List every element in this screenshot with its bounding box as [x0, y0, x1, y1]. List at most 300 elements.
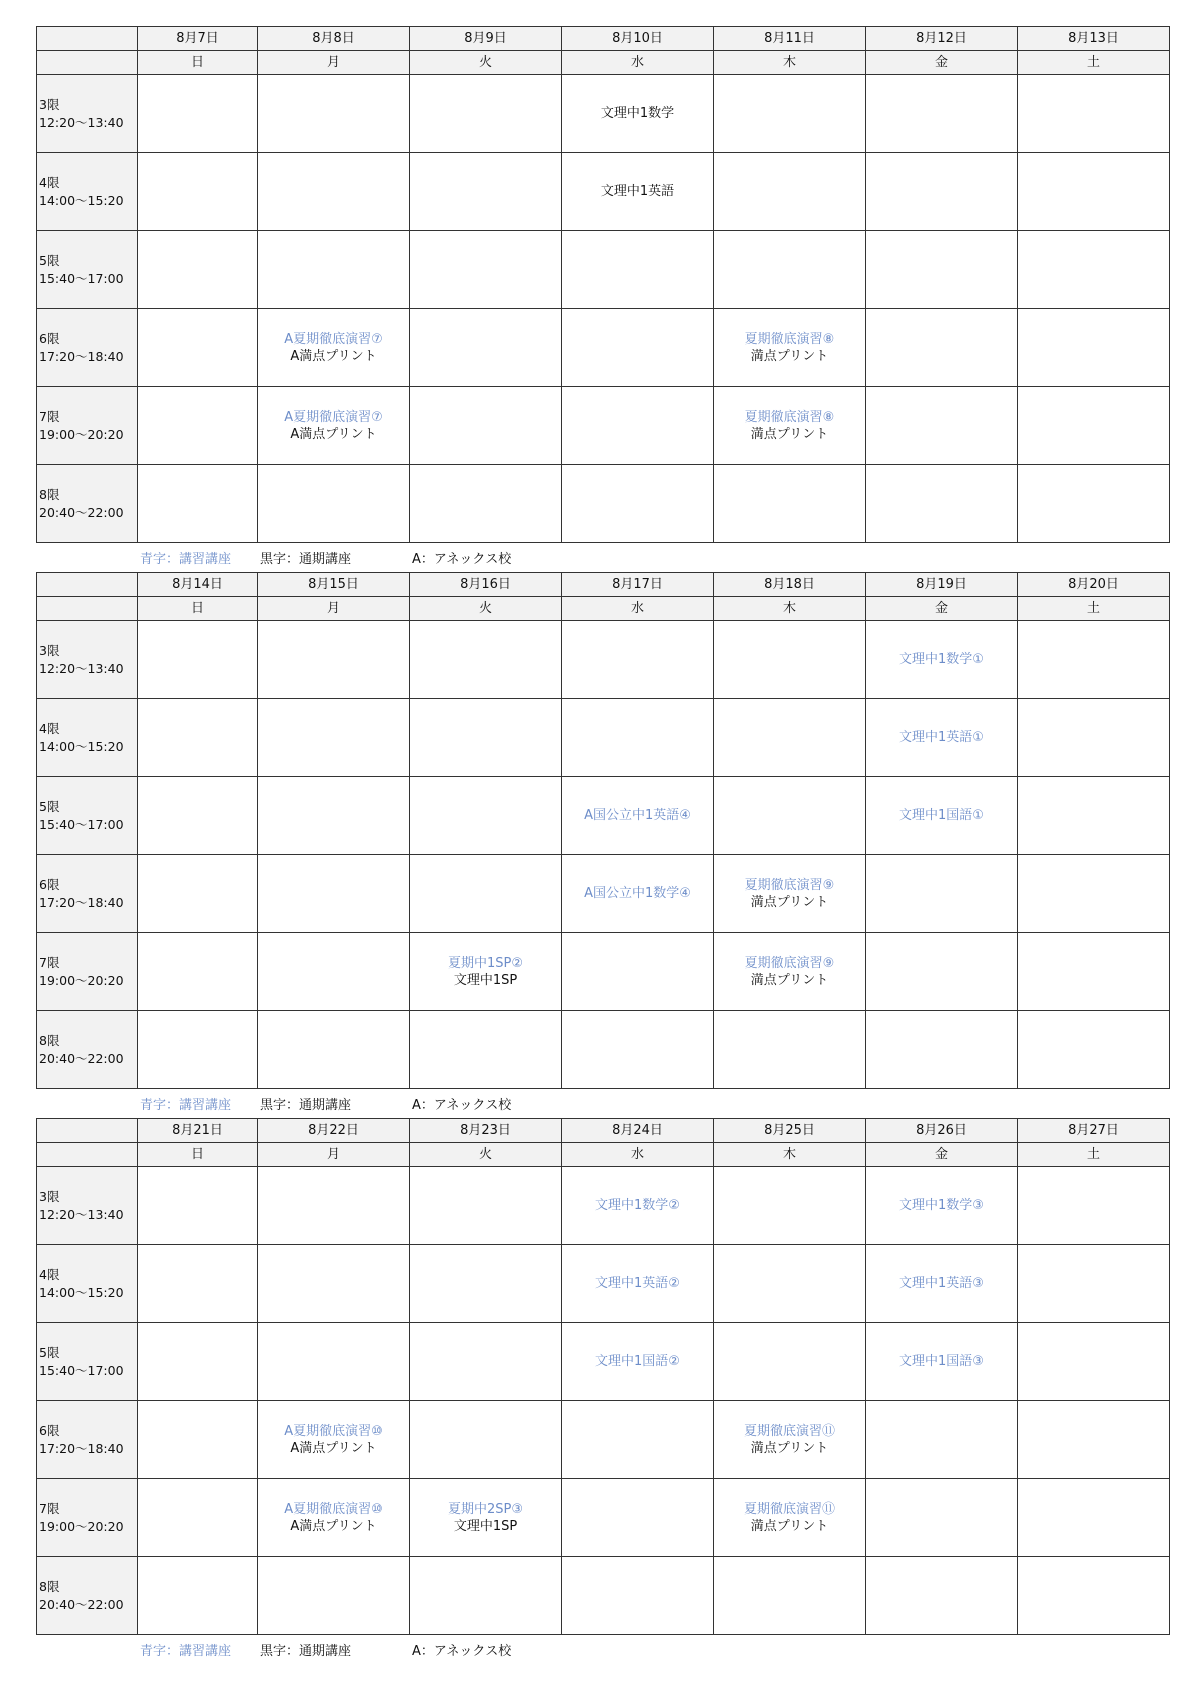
period-name: 3限 [39, 97, 60, 112]
seasonal-course-text: A国公立中1数学④ [584, 886, 691, 901]
period-label-cell [37, 309, 138, 387]
schedule-cell [714, 1245, 866, 1323]
period-time: 20:40～22:00 [39, 505, 124, 520]
date-header: 8月12日 [866, 27, 1018, 51]
schedule-cell [866, 1323, 1018, 1401]
period-label-cell [37, 465, 138, 543]
period-row [37, 231, 1170, 309]
schedule-cell [866, 309, 1018, 387]
period-label-cell [37, 1479, 138, 1557]
period-label-cell [37, 1245, 138, 1323]
period-row [37, 1011, 1170, 1089]
schedule-cell [1018, 1167, 1170, 1245]
seasonal-course-text: 夏期徹底演習⑨ [744, 955, 835, 971]
weekday-header: 水 [562, 51, 714, 75]
schedule-cell [562, 1323, 714, 1401]
seasonal-course-text: 文理中1国語① [899, 808, 984, 823]
period-time: 19:00～20:20 [39, 427, 124, 442]
period-time: 17:20～18:40 [39, 895, 124, 910]
schedule-cell [866, 465, 1018, 543]
weekday-header: 日 [138, 1143, 258, 1167]
period-name: 4限 [39, 1267, 60, 1282]
period-row [37, 1557, 1170, 1635]
schedule-cell [714, 1167, 866, 1245]
seasonal-course-text: 夏期徹底演習⑧ [744, 409, 835, 425]
schedule-cell [138, 933, 258, 1011]
schedule-cell [258, 621, 410, 699]
weekday-header: 火 [410, 597, 562, 621]
period-row [37, 621, 1170, 699]
period-label-cell [37, 1167, 138, 1245]
schedule-cell [258, 933, 410, 1011]
regular-course-text: 文理中1SP [453, 1518, 518, 1534]
schedule-cell [138, 387, 258, 465]
date-header: 8月14日 [138, 573, 258, 597]
schedule-cell [258, 153, 410, 231]
seasonal-course-text: 夏期徹底演習⑨ [744, 877, 835, 893]
period-time: 12:20～13:40 [39, 115, 124, 130]
schedule-cell [714, 75, 866, 153]
schedule-cell [866, 1167, 1018, 1245]
period-name: 5限 [39, 1345, 60, 1360]
schedule-cell [138, 1557, 258, 1635]
regular-course-text: 満点プリント [750, 1518, 829, 1534]
schedule-cell [562, 933, 714, 1011]
period-row [37, 75, 1170, 153]
period-name: 5限 [39, 799, 60, 814]
seasonal-course-text: 夏期徹底演習⑪ [743, 1423, 835, 1439]
date-header: 8月7日 [138, 27, 258, 51]
weekday-header: 水 [562, 1143, 714, 1167]
schedule-cell [1018, 1479, 1170, 1557]
schedule-cell [866, 1401, 1018, 1479]
period-row [37, 1401, 1170, 1479]
regular-course-text: A満点プリント [290, 348, 377, 364]
seasonal-course-text: 文理中1国語③ [899, 1354, 984, 1369]
schedule-cell [866, 387, 1018, 465]
seasonal-course-text: 夏期中2SP③ [447, 1501, 524, 1517]
period-name: 8限 [39, 1579, 60, 1594]
date-header: 8月15日 [258, 573, 410, 597]
regular-course-text: 満点プリント [750, 348, 829, 364]
date-header: 8月11日 [714, 27, 866, 51]
schedule-cell [410, 1557, 562, 1635]
period-name: 4限 [39, 721, 60, 736]
weekday-header: 木 [714, 597, 866, 621]
period-time: 17:20～18:40 [39, 349, 124, 364]
seasonal-course-text: 文理中1英語① [899, 730, 984, 745]
schedule-cell [410, 1011, 562, 1089]
schedule-cell [258, 1401, 410, 1479]
schedule-cell [714, 855, 866, 933]
schedule-cell [562, 621, 714, 699]
schedule-cell [258, 1011, 410, 1089]
period-label-cell [37, 231, 138, 309]
legend-annex: A：アネックス校 [412, 1098, 512, 1113]
period-time: 19:00～20:20 [39, 973, 124, 988]
schedule-cell [258, 75, 410, 153]
weekday-row [37, 1143, 1170, 1167]
weekday-header: 月 [258, 597, 410, 621]
legend-seasonal: 青字：講習講座 [140, 552, 232, 567]
date-header: 8月19日 [866, 573, 1018, 597]
schedule-cell [866, 699, 1018, 777]
date-header: 8月25日 [714, 1119, 866, 1143]
period-name: 6限 [39, 1423, 60, 1438]
seasonal-course-text: 夏期徹底演習⑧ [744, 331, 835, 347]
period-time: 14:00～15:20 [39, 739, 124, 754]
schedule-cell [1018, 621, 1170, 699]
seasonal-course-text: 文理中1数学② [595, 1198, 680, 1213]
seasonal-course-text: 夏期徹底演習⑪ [743, 1501, 835, 1517]
schedule-cell [714, 1011, 866, 1089]
date-header: 8月8日 [258, 27, 410, 51]
legend [36, 1089, 1168, 1115]
schedule-cell [714, 933, 866, 1011]
schedule-table [36, 572, 1170, 1089]
schedule-cell [1018, 1557, 1170, 1635]
regular-course-text: 文理中1数学 [600, 106, 675, 121]
period-time: 17:20～18:40 [39, 1441, 124, 1456]
schedule-cell [410, 855, 562, 933]
date-row [37, 573, 1170, 597]
weekday-header: 火 [410, 1143, 562, 1167]
regular-course-text: 満点プリント [750, 894, 829, 910]
schedule-cell [866, 1011, 1018, 1089]
schedule-cell [258, 777, 410, 855]
weekday-header: 火 [410, 51, 562, 75]
period-row [37, 855, 1170, 933]
schedule-cell [714, 1401, 866, 1479]
schedule-cell [138, 1011, 258, 1089]
weekday-header: 木 [714, 1143, 866, 1167]
period-name: 6限 [39, 331, 60, 346]
schedule-cell [138, 309, 258, 387]
weekday-header: 木 [714, 51, 866, 75]
schedule-cell [1018, 1245, 1170, 1323]
period-time: 20:40～22:00 [39, 1051, 124, 1066]
period-label-cell [37, 699, 138, 777]
legend-seasonal: 青字：講習講座 [140, 1644, 232, 1659]
date-header: 8月27日 [1018, 1119, 1170, 1143]
corner-cell [37, 573, 138, 597]
period-row [37, 699, 1170, 777]
period-name: 3限 [39, 1189, 60, 1204]
schedule-cell [714, 231, 866, 309]
schedule-cell [138, 465, 258, 543]
week-block [36, 1118, 1168, 1661]
period-time: 15:40～17:00 [39, 271, 124, 286]
schedule-cell [1018, 465, 1170, 543]
seasonal-course-text: A夏期徹底演習⑦ [284, 331, 383, 347]
period-time: 14:00～15:20 [39, 193, 124, 208]
period-row [37, 777, 1170, 855]
schedule-cell [866, 75, 1018, 153]
schedule-cell [714, 309, 866, 387]
weekday-header: 金 [866, 597, 1018, 621]
legend [36, 1635, 1168, 1661]
seasonal-course-text: 夏期中1SP② [447, 955, 524, 971]
schedule-cell [138, 1323, 258, 1401]
schedule-cell [1018, 699, 1170, 777]
weekday-header: 水 [562, 597, 714, 621]
seasonal-course-text: 文理中1国語② [595, 1354, 680, 1369]
schedule-table [36, 26, 1170, 543]
period-time: 12:20～13:40 [39, 1207, 124, 1222]
legend-seasonal: 青字：講習講座 [140, 1098, 232, 1113]
period-row [37, 465, 1170, 543]
schedule-cell [258, 1167, 410, 1245]
schedule-cell [1018, 387, 1170, 465]
weekday-header: 日 [138, 51, 258, 75]
schedule-cell [1018, 231, 1170, 309]
schedule-cell [562, 153, 714, 231]
schedule-cell [138, 1167, 258, 1245]
regular-course-text: A満点プリント [290, 1440, 377, 1456]
schedule-cell [714, 153, 866, 231]
schedule-cell [714, 1323, 866, 1401]
schedule-cell [410, 387, 562, 465]
corner-cell [37, 27, 138, 51]
period-label-cell [37, 75, 138, 153]
schedule-cell [866, 1245, 1018, 1323]
seasonal-course-text: 文理中1英語② [595, 1276, 680, 1291]
period-row [37, 153, 1170, 231]
schedule-cell [258, 699, 410, 777]
schedule-cell [138, 621, 258, 699]
schedule-cell [410, 465, 562, 543]
date-row [37, 1119, 1170, 1143]
period-label-cell [37, 855, 138, 933]
legend-annex: A：アネックス校 [412, 1644, 512, 1659]
seasonal-course-text: 文理中1英語③ [899, 1276, 984, 1291]
schedule-cell [1018, 1401, 1170, 1479]
schedule-cell [410, 777, 562, 855]
period-time: 12:20～13:40 [39, 661, 124, 676]
schedule-cell [866, 231, 1018, 309]
seasonal-course-text: A夏期徹底演習⑩ [284, 1501, 383, 1517]
corner-cell [37, 51, 138, 75]
schedule-cell [258, 309, 410, 387]
period-name: 7限 [39, 1501, 60, 1516]
schedule-cell [1018, 933, 1170, 1011]
schedule-cell [562, 855, 714, 933]
weekday-header: 金 [866, 1143, 1018, 1167]
date-header: 8月18日 [714, 573, 866, 597]
schedule-cell [1018, 855, 1170, 933]
period-time: 15:40～17:00 [39, 1363, 124, 1378]
legend-regular: 黒字：通期講座 [260, 552, 352, 567]
schedule-cell [410, 1323, 562, 1401]
seasonal-course-text: 文理中1数学③ [899, 1198, 984, 1213]
regular-course-text: 満点プリント [750, 1440, 829, 1456]
schedule-cell [866, 855, 1018, 933]
legend [36, 543, 1168, 569]
schedule-cell [138, 1401, 258, 1479]
period-name: 7限 [39, 409, 60, 424]
schedule-cell [866, 777, 1018, 855]
period-row [37, 1167, 1170, 1245]
period-name: 6限 [39, 877, 60, 892]
regular-course-text: 満点プリント [750, 972, 829, 988]
period-row [37, 1323, 1170, 1401]
period-label-cell [37, 933, 138, 1011]
date-row [37, 27, 1170, 51]
corner-cell [37, 1143, 138, 1167]
period-time: 14:00～15:20 [39, 1285, 124, 1300]
schedule-cell [410, 1479, 562, 1557]
schedule-cell [714, 387, 866, 465]
schedule-cell [410, 933, 562, 1011]
seasonal-course-text: A夏期徹底演習⑦ [284, 409, 383, 425]
schedule-cell [562, 1167, 714, 1245]
schedule-cell [1018, 1323, 1170, 1401]
period-label-cell [37, 1557, 138, 1635]
schedule-cell [562, 777, 714, 855]
schedule-cell [258, 1557, 410, 1635]
schedule-cell [410, 231, 562, 309]
schedule-cell [138, 153, 258, 231]
weekday-header: 月 [258, 1143, 410, 1167]
schedule-cell [258, 1479, 410, 1557]
date-header: 8月20日 [1018, 573, 1170, 597]
date-header: 8月22日 [258, 1119, 410, 1143]
period-label-cell [37, 387, 138, 465]
seasonal-course-text: 文理中1数学① [899, 652, 984, 667]
schedule-cell [138, 1245, 258, 1323]
weekday-header: 月 [258, 51, 410, 75]
period-time: 19:00～20:20 [39, 1519, 124, 1534]
schedule-cell [714, 777, 866, 855]
schedule-cell [410, 1401, 562, 1479]
regular-course-text: 満点プリント [750, 426, 829, 442]
schedule-cell [138, 75, 258, 153]
date-header: 8月9日 [410, 27, 562, 51]
legend-regular: 黒字：通期講座 [260, 1098, 352, 1113]
regular-course-text: A満点プリント [290, 426, 377, 442]
schedule-cell [562, 465, 714, 543]
period-row [37, 387, 1170, 465]
weekday-header: 金 [866, 51, 1018, 75]
weekday-header: 土 [1018, 597, 1170, 621]
schedule-cell [866, 933, 1018, 1011]
schedule-cell [562, 309, 714, 387]
weekday-row [37, 597, 1170, 621]
schedule-cell [258, 1245, 410, 1323]
schedule-cell [562, 231, 714, 309]
schedule-cell [1018, 777, 1170, 855]
schedule-cell [714, 465, 866, 543]
regular-course-text: A満点プリント [290, 1518, 377, 1534]
regular-course-text: 文理中1英語 [600, 184, 675, 199]
schedule-cell [714, 1557, 866, 1635]
schedule-cell [258, 465, 410, 543]
corner-cell [37, 1119, 138, 1143]
schedule-cell [410, 699, 562, 777]
period-label-cell [37, 153, 138, 231]
schedule-cell [410, 309, 562, 387]
weekday-header: 日 [138, 597, 258, 621]
period-name: 4限 [39, 175, 60, 190]
schedule-cell [562, 75, 714, 153]
schedule-cell [714, 621, 866, 699]
seasonal-course-text: A国公立中1英語④ [584, 808, 691, 823]
legend-annex: A：アネックス校 [412, 552, 512, 567]
regular-course-text: 文理中1SP [453, 972, 518, 988]
corner-cell [37, 597, 138, 621]
date-header: 8月23日 [410, 1119, 562, 1143]
schedule-cell [258, 231, 410, 309]
week-block [36, 26, 1168, 569]
period-row [37, 1245, 1170, 1323]
schedule-cell [138, 699, 258, 777]
date-header: 8月21日 [138, 1119, 258, 1143]
period-name: 8限 [39, 487, 60, 502]
period-name: 3限 [39, 643, 60, 658]
date-header: 8月16日 [410, 573, 562, 597]
period-time: 20:40～22:00 [39, 1597, 124, 1612]
schedule-cell [866, 1479, 1018, 1557]
schedule-cell [410, 621, 562, 699]
schedule-cell [1018, 75, 1170, 153]
schedule-cell [410, 1167, 562, 1245]
schedule-cell [562, 1245, 714, 1323]
schedule-cell [410, 1245, 562, 1323]
date-header: 8月13日 [1018, 27, 1170, 51]
schedule-cell [410, 153, 562, 231]
period-row [37, 933, 1170, 1011]
period-name: 5限 [39, 253, 60, 268]
schedule-cell [1018, 153, 1170, 231]
period-label-cell [37, 777, 138, 855]
schedule-cell [138, 855, 258, 933]
schedule-cell [1018, 1011, 1170, 1089]
period-label-cell [37, 1323, 138, 1401]
schedule-cell [866, 1557, 1018, 1635]
schedule-cell [1018, 309, 1170, 387]
period-name: 7限 [39, 955, 60, 970]
schedule-cell [258, 1323, 410, 1401]
date-header: 8月24日 [562, 1119, 714, 1143]
schedule-cell [138, 777, 258, 855]
schedule-cell [714, 1479, 866, 1557]
period-row [37, 309, 1170, 387]
period-label-cell [37, 621, 138, 699]
weekday-header: 土 [1018, 1143, 1170, 1167]
week-block [36, 572, 1168, 1115]
date-header: 8月26日 [866, 1119, 1018, 1143]
weekday-header: 土 [1018, 51, 1170, 75]
schedule-cell [410, 75, 562, 153]
period-label-cell [37, 1011, 138, 1089]
schedule-table [36, 1118, 1170, 1635]
schedule-cell [562, 1401, 714, 1479]
period-name: 8限 [39, 1033, 60, 1048]
schedule-cell [258, 387, 410, 465]
schedule-cell [714, 699, 866, 777]
schedule-cell [562, 1011, 714, 1089]
schedule-cell [562, 387, 714, 465]
schedule-cell [866, 621, 1018, 699]
schedule-cell [138, 231, 258, 309]
legend-regular: 黒字：通期講座 [260, 1644, 352, 1659]
weekday-row [37, 51, 1170, 75]
seasonal-course-text: A夏期徹底演習⑩ [284, 1423, 383, 1439]
period-time: 15:40～17:00 [39, 817, 124, 832]
schedule-cell [562, 699, 714, 777]
schedule-cell [562, 1479, 714, 1557]
schedule-cell [562, 1557, 714, 1635]
